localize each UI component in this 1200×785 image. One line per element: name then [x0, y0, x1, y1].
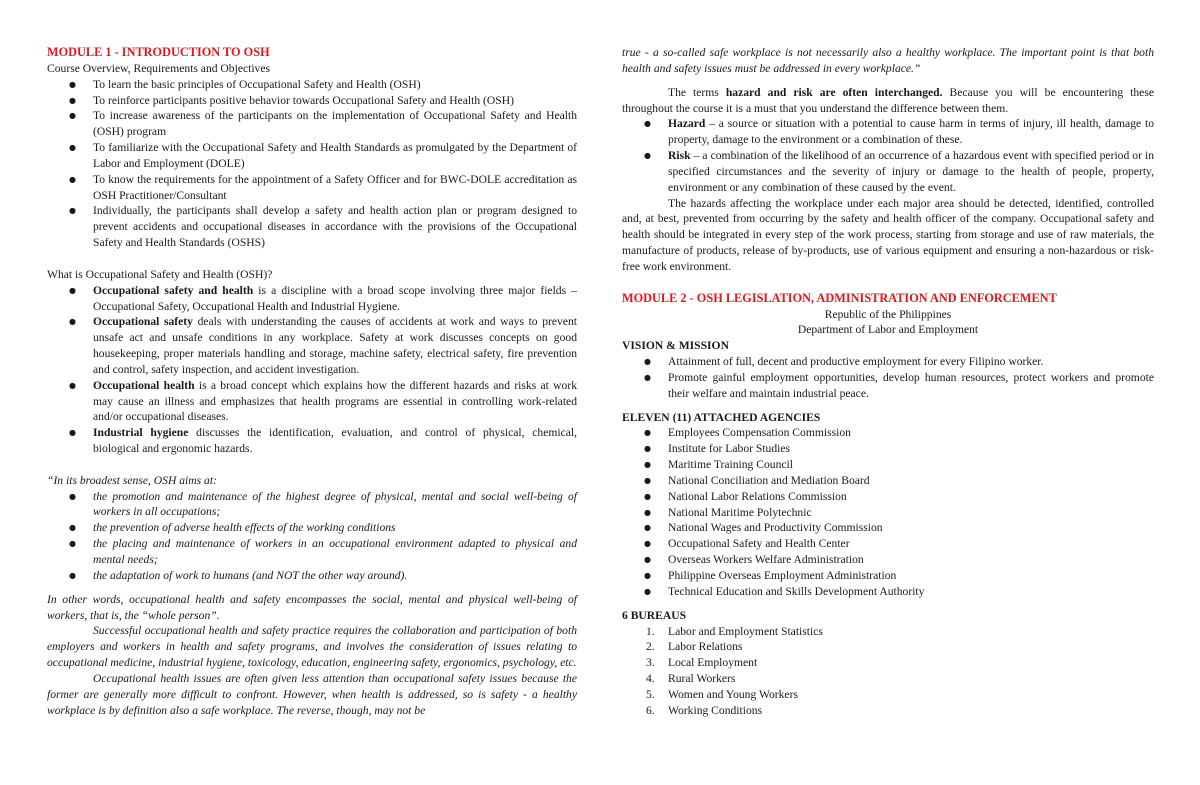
agencies-heading: ELEVEN (11) ATTACHED AGENCIES: [622, 410, 821, 424]
agency-item: ● Overseas Workers Welfare Administration: [622, 552, 1154, 568]
aim-item: ● the adaptation of work to humans (and NOT the other way around).: [47, 568, 577, 584]
objective-item: ● Individually, the participants shall develop a safety and health action plan or program designed to prevent accidents and occupational diseases in accordance with the provisions of the Occupational Safety and Health Standards (OSHS): [47, 203, 577, 251]
agency-item: ● National Maritime Polytechnic: [622, 505, 1154, 521]
what-is-osh-heading: What is Occupational Safety and Health (OSH)?: [47, 267, 273, 281]
hazards-paragraph: The hazards affecting the workplace under each major area should be detected, identified, controlled and, at best, prevented from occurring by the safety and health officer of the company. Occupational safety and health should be integrated in every step of the work process, starting from storage and use of raw materials, the manufacture of products, release of by-products, use of various equipment and ensuring a non-hazardous or risk-free work environment.: [622, 196, 1154, 273]
bureau-item: [622, 655, 1154, 671]
bureaus-heading: 6 BUREAUS: [622, 608, 687, 622]
continuation-paragraph: true - a so-called safe workplace is not necessarily also a healthy workplace. The important point is that both health and safety issues must be addressed in every workplace.”: [622, 46, 1154, 75]
bureau-number: 5.: [646, 687, 655, 701]
objective-item: ● To familiarize with the Occupational Safety and Health Standards as promulgated by the Department of Labor and Employment (DOLE): [47, 140, 577, 172]
definition-item: [47, 425, 577, 457]
objective-item: ● To learn the basic principles of Occupational Safety and Health (OSH): [47, 77, 577, 93]
definition-text: discusses the identification, evaluation, and control of physical, chemical, biological and ergonomic hazards.: [93, 426, 578, 456]
bureau-label: Rural Workers: [668, 672, 736, 686]
vision-list: [622, 354, 1154, 402]
agency-item: ● Occupational Safety and Health Center: [622, 536, 1154, 552]
module-2-title: MODULE 2 - OSH LEGISLATION, ADMINISTRATION AND ENFORCEMENT: [622, 290, 1057, 305]
agency-item: ● Employees Compensation Commission: [622, 425, 1154, 441]
definition-text: is a broad concept which explains how the different hazards and risks at work may cause an illness and emphasizes that health programs are essential in controlling work-related and/or occupational diseases.: [93, 378, 577, 424]
left-column: [47, 45, 577, 718]
hazard-term: Hazard: [668, 117, 706, 131]
bureau-number: 3.: [646, 656, 655, 670]
bureau-label: Labor Relations: [668, 640, 743, 654]
right-column: [622, 45, 1154, 719]
terms-bold: hazard and risk are often interchanged.: [725, 85, 943, 99]
agency-item: ● National Wages and Productivity Commission: [622, 520, 1154, 536]
agency-item: ● Philippine Overseas Employment Administration: [622, 568, 1154, 584]
bureau-number: 4.: [646, 672, 655, 686]
vision-mission-heading: VISION & MISSION: [622, 339, 729, 353]
bureau-item: [622, 624, 1154, 640]
aim-item: ● the prevention of adverse health effects of the working conditions: [47, 520, 577, 536]
definition-text: deals with understanding the causes of accidents at work and ways to prevent unsafe act and unsafe conditions in any workplace. Safety at work discusses concepts on good housekeeping, proper materials handling and storage, machine safety, electrical safety, fire prevention and control, safety inspection, and accident investigation.: [93, 315, 577, 376]
vision-item: ● Promote gainful employment opportunities, develop human resources, protect workers and promote their welfare and maintain industrial peace.: [622, 370, 1154, 402]
bureau-item: [622, 639, 1154, 655]
aim-item: ● the placing and maintenance of workers in an occupational environment adapted to physical and mental needs;: [47, 536, 577, 568]
bureau-item: [622, 687, 1154, 703]
dole-line: Department of Labor and Employment: [797, 323, 979, 337]
objective-item: ● To know the requirements for the appointment of a Safety Officer and for BWC-DOLE accreditation as OSH Practitioner/Consultant: [47, 172, 577, 204]
module-1-title: MODULE 1 - INTRODUCTION TO OSH: [47, 45, 270, 59]
objective-item: ● To reinforce participants positive behavior towards Occupational Safety and Health (OSH): [47, 93, 577, 109]
health-issues-paragraph: Occupational health issues are often given less attention than occupational safety issues because the former are generally more difficult to confront. However, when health is addressed, so is safety - a healthy workplace is by definition also a safe workplace. The reverse, though, may not be: [47, 671, 577, 717]
bureaus-list: [622, 624, 1154, 719]
definitions-list: [47, 283, 577, 457]
objective-item: ● To increase awareness of the participants on the implementation of Occupational Safety and Health (OSH) program: [47, 108, 577, 140]
hazard-text: – a source or situation with a potential to cause harm in terms of injury, ill health, damage to property, damage to the environment or a combination of these.: [668, 117, 1154, 147]
risk-term: Risk: [668, 149, 691, 163]
agency-item: ● National Conciliation and Mediation Board: [622, 473, 1154, 489]
definition-item: [47, 283, 577, 315]
definition-term: Occupational safety and health: [93, 283, 254, 297]
republic-line: Republic of the Philippines: [824, 307, 952, 321]
bureau-number: 1.: [646, 624, 655, 638]
bureau-label: Labor and Employment Statistics: [668, 624, 823, 638]
definition-item: [47, 314, 577, 377]
bureau-item: [622, 671, 1154, 687]
terms-post: Because you will be encountering these throughout the course it is a must that you understand the difference between them.: [622, 85, 1154, 115]
objectives-list: [47, 77, 577, 251]
agency-item: ● National Labor Relations Commission: [622, 489, 1154, 505]
overview-heading: Course Overview, Requirements and Objectives: [47, 61, 271, 75]
bureau-number: 2.: [646, 640, 655, 654]
aims-list: [47, 489, 577, 584]
aim-item: ● the promotion and maintenance of the highest degree of physical, mental and social well-being of workers in all occupations;: [47, 489, 577, 521]
successful-practice-paragraph: Successful occupational health and safety practice requires the collaboration and participation of both employers and workers in health and safety programs, and involves the consideration of issues relating to occupational medicine, industrial hygiene, toxicology, education, engineering safety, ergonomics, psychology, etc.: [47, 624, 577, 670]
hazard-risk-list: [622, 116, 1154, 195]
bureau-number: 6.: [646, 703, 655, 717]
terms-paragraph: [622, 85, 1154, 117]
risk-text: – a combination of the likelihood of an occurrence of a hazardous event with specified period or in specified circumstances and the severity of injury or damage to the health of people, property, environment or any combination of these caused by the event.: [668, 149, 1154, 194]
bureau-label: Working Conditions: [668, 703, 763, 717]
risk-item: [622, 148, 1154, 196]
hazard-item: [622, 116, 1154, 148]
definition-term: Occupational health: [93, 378, 195, 392]
definition-text: is a discipline with a broad scope involving three major fields – Occupational Safety, Occupational Health and Industrial Hygiene.: [93, 283, 577, 313]
bureau-label: Women and Young Workers: [668, 687, 798, 701]
aims-intro: “In its broadest sense, OSH aims at:: [47, 473, 217, 487]
terms-pre: The terms: [668, 85, 726, 99]
agency-item: ● Institute for Labor Studies: [622, 441, 1154, 457]
bureau-item: [622, 703, 1154, 719]
bureau-label: Local Employment: [668, 656, 758, 670]
agencies-list: [622, 425, 1154, 599]
definition-term: Occupational safety: [93, 315, 193, 329]
whole-person-paragraph: In other words, occupational health and safety encompasses the social, mental and physical well-being of workers, that is, the “whole person”.: [47, 592, 577, 622]
agency-item: ● Maritime Training Council: [622, 457, 1154, 473]
definition-term: Industrial hygiene: [93, 426, 189, 440]
agency-item: ● Technical Education and Skills Development Authority: [622, 584, 1154, 600]
vision-item: ● Attainment of full, decent and productive employment for every Filipino worker.: [622, 354, 1154, 370]
definition-item: [47, 378, 577, 426]
